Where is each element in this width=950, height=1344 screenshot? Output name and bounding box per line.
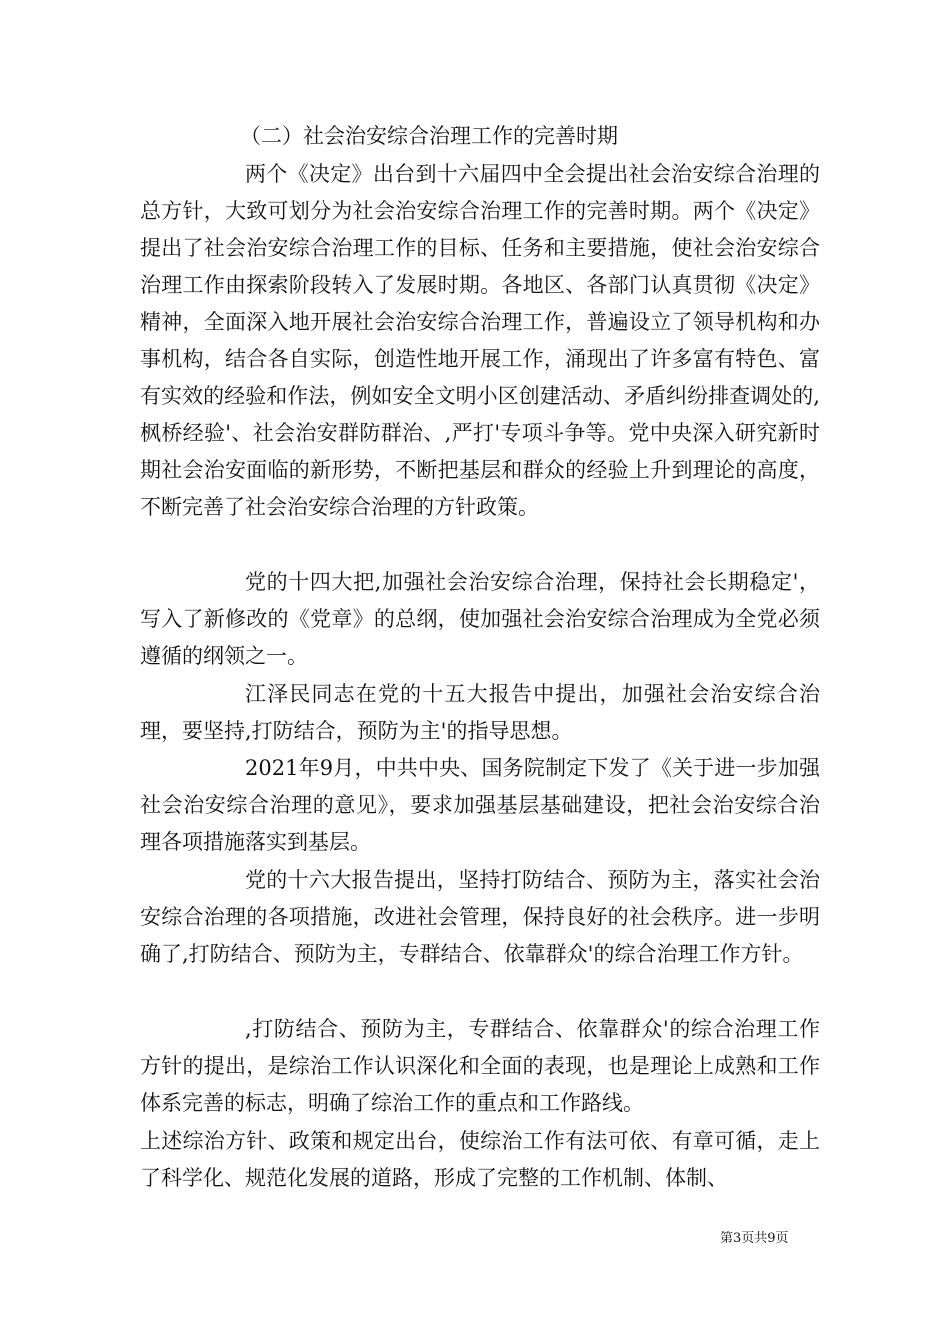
paragraph-1: 两个《决定》出台到十六届四中全会提出社会治安综合治理的总方针，大致可划分为社会治安综合治理工作的完善时期。两个《决定》提出了社会治安综合治理工作的目标、任务和主要措施，使社会治安综合治理工作由探索阶段转入了发展时期。各地区、各部门认真贯彻《决定》精神，全面深入地开展社会治安综合治理工作，普遍设立了领导机构和办事机构，结合各自实际，创造性地开展工作，涌现出了许多富有特色、富有实效的经验和作法，例如安全文明小区创建活动、矛盾纠纷排查调处的,枫桥经验'、社会治安群防群治、,严打'专项斗争等。党中央深入研究新时期社会治安面临的新形势，不断把基层和群众的经验上升到理论的高度，不断完善了社会治安综合治理的方针政策。 xyxy=(140,162,820,519)
paragraph-7: 上述综治方针、政策和规定出台，使综治工作有法可依、有章可循，走上了科学化、规范化发展的道路，形成了完整的工作机制、体制、 xyxy=(140,1129,820,1190)
paragraph-5: 党的十六大报告提出，坚持打防结合、预防为主，落实社会治安综合治理的各项措施，改进社会管理，保持良好的社会秩序。进一步明确了,打防结合、预防为主，专群结合、依靠群众'的综合治理工作方针。 xyxy=(140,868,820,966)
page-number-footer: 第3页共9页 xyxy=(720,1231,789,1246)
paragraph-6: ,打防结合、预防为主，专群结合、依靠群众'的综合治理工作方针的提出，是综治工作认识深化和全面的表现，也是理论上成熟和工作体系完善的标志，明确了综治工作的重点和工作路线。 xyxy=(140,1017,820,1115)
paragraph-4: 2021年9月，中共中央、国务院制定下发了《关于进一步加强社会治安综合治理的意见》，要求加强基层基础建设，把社会治安综合治理各项措施落实到基层。 xyxy=(140,756,820,854)
section-heading: （二）社会治安综合治理工作的完善时期 xyxy=(240,124,618,148)
paragraph-2: 党的十四大把,加强社会治安综合治理，保持社会长期稳定'，写入了新修改的《党章》的总纲，使加强社会治安综合治理成为全党必须遵循的纲领之一。 xyxy=(140,570,820,668)
paragraph-3: 江泽民同志在党的十五大报告中提出，加强社会治安综合治理，要坚持,打防结合，预防为主'的指导思想。 xyxy=(140,682,820,743)
